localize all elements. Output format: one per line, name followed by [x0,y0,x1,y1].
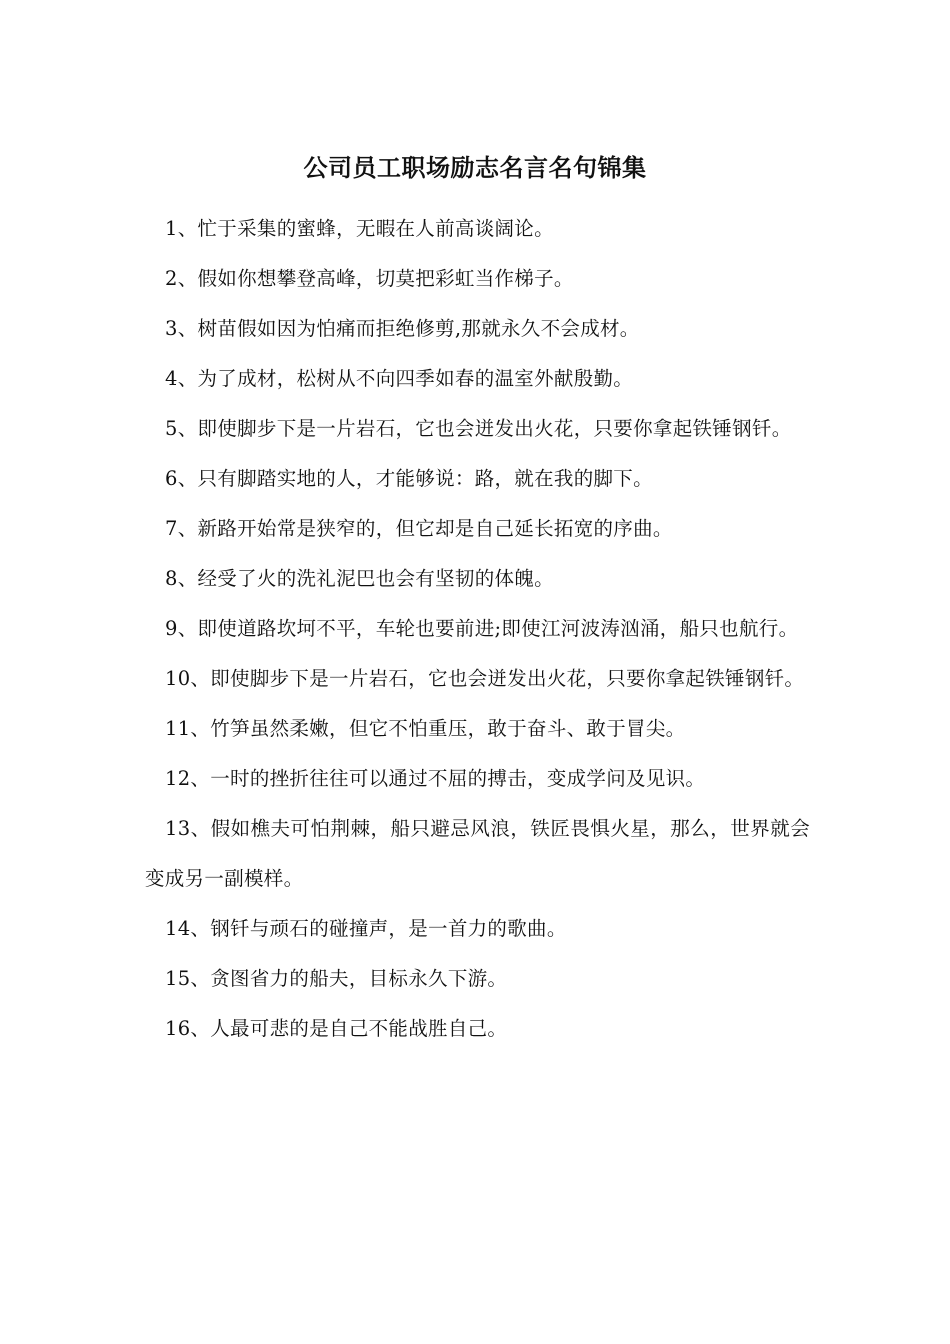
quote-paragraph-6: 6、只有脚踏实地的人，才能够说：路，就在我的脚下。 [165,467,653,490]
quote-paragraph-7: 7、新路开始常是狭窄的，但它却是自己延长拓宽的序曲。 [165,517,673,540]
quote-paragraph-12: 12、一时的挫折往往可以通过不屈的搏击，变成学问及见识。 [165,767,706,790]
document-body [145,204,810,1054]
quote-paragraph-14: 14、钢钎与顽石的碰撞声，是一首力的歌曲。 [165,917,567,940]
quote-paragraph-1: 1、忙于采集的蜜蜂，无暇在人前高谈阔论。 [165,217,554,240]
quote-paragraph-2: 2、假如你想攀登高峰，切莫把彩虹当作梯子。 [165,267,574,290]
quote-paragraph-16: 16、人最可悲的是自己不能战胜自己。 [165,1017,508,1040]
quote-paragraph-13: 13、假如樵夫可怕荆棘，船只避忌风浪，铁匠畏惧火星，那么，世界就会变成另一副模样。 [145,817,810,890]
quote-paragraph-11: 11、竹笋虽然柔嫩，但它不怕重压，敢于奋斗、敢于冒尖。 [165,717,686,740]
quote-paragraph-4: 4、为了成材，松树从不向四季如春的温室外献殷勤。 [165,367,634,390]
quote-paragraph-3: 3、树苗假如因为怕痛而拒绝修剪,那就永久不会成材。 [165,317,640,340]
quote-paragraph-15: 15、贪图省力的船夫，目标永久下游。 [165,967,508,990]
quote-paragraph-5: 5、即使脚步下是一片岩石，它也会迸发出火花，只要你拿起铁锤钢钎。 [165,417,792,440]
quote-paragraph-8: 8、经受了火的洗礼泥巴也会有坚韧的体魄。 [165,567,554,590]
document-title: 公司员工职场励志名言名句锦集 [303,153,647,182]
quote-paragraph-9: 9、即使道路坎坷不平，车轮也要前进;即使江河波涛汹涌，船只也航行。 [165,617,799,640]
quote-paragraph-10: 10、即使脚步下是一片岩石，它也会迸发出火花，只要你拿起铁锤钢钎。 [165,667,805,690]
